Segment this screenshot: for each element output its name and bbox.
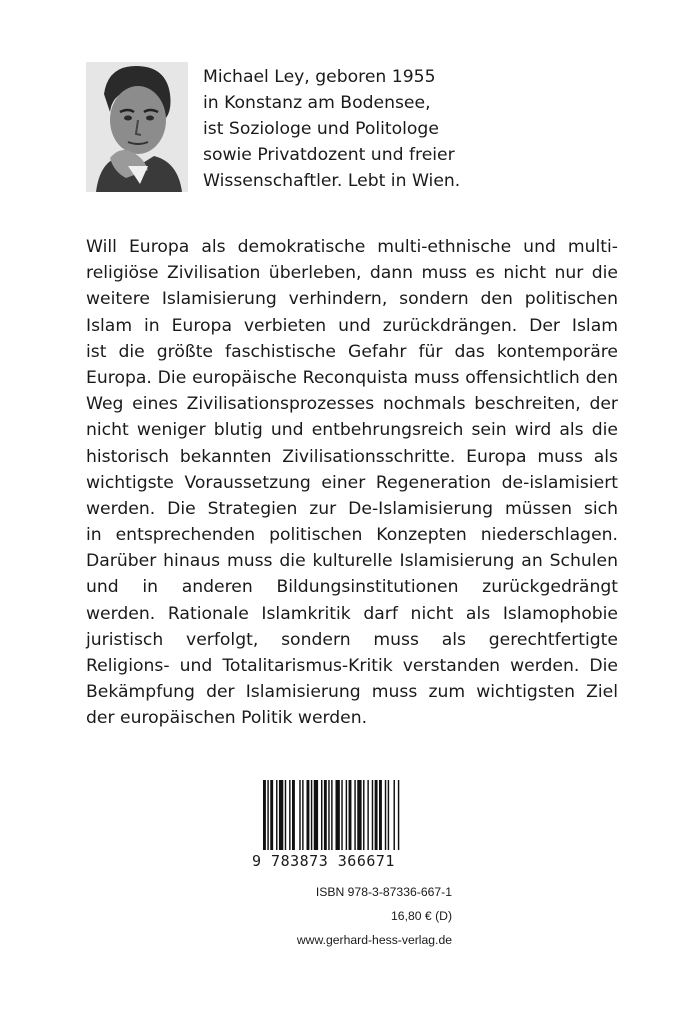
publisher-website: www.gerhard-hess-verlag.de — [296, 933, 452, 947]
blurb-line: und in anderen Bildungsinstitutionen zurückgedrängt — [86, 577, 618, 598]
barcode-bar — [363, 780, 364, 850]
blurb-line: Will Europa als demokratische multi-ethnische und multi- — [86, 237, 618, 257]
barcode-bar — [328, 780, 329, 850]
barcode-bar — [379, 780, 382, 850]
blurb-line: historisch bekannten Zivilisationsschritte. Europa muss als — [86, 446, 618, 467]
author-bio — [203, 64, 503, 194]
blurb-line: der europäischen Politik werden. — [86, 708, 368, 729]
author-photo — [86, 62, 188, 192]
barcode-bar — [307, 780, 310, 850]
blurb-line: ist die größte faschistische Gefahr für das kontemporäre — [86, 341, 618, 362]
barcode-bar — [292, 780, 295, 850]
barcode-bar — [349, 780, 352, 850]
barcode-bar — [375, 780, 378, 850]
blurb-line: juristisch verfolgt, sondern muss als gerechtfertigte — [86, 629, 618, 650]
barcode-bar — [394, 780, 395, 850]
barcode-bar — [331, 780, 332, 850]
blurb-line: Religions- und Totalitarismus-Kritik verstanden werden. Die — [86, 656, 618, 676]
barcode-bar — [289, 780, 290, 850]
author-bio-line: ist Soziologe und Politologe — [203, 119, 439, 139]
isbn-block — [200, 880, 452, 952]
barcode-bar — [324, 780, 327, 850]
blurb-line: wichtigste Voraussetzung einer Regeneration de-islamisiert — [86, 472, 618, 493]
author-bio-line: sowie Privatdozent und freier — [203, 145, 455, 165]
barcode-bar — [267, 780, 268, 850]
barcode-bar — [299, 780, 300, 850]
author-bio-line: Wissenschaftler. Lebt in Wien. — [203, 171, 461, 191]
barcode-bar — [285, 780, 286, 850]
barcode-bar — [279, 780, 283, 850]
barcode-bar — [341, 780, 342, 850]
blurb-line: Europa. Die europäische Reconquista muss offensichtlich den — [86, 367, 618, 388]
blurb-line: werden. Rationale Islamkritik darf nicht als Islamophobie — [86, 603, 618, 624]
author-bio-line: in Konstanz am Bodensee, — [203, 93, 431, 113]
barcode-bar — [372, 780, 373, 850]
blurb-line: Islam in Europa verbieten und zurückdrängen. Der Islam — [86, 315, 618, 336]
blurb-line: nicht weniger blutig und entbehrungsreich sein wird als die — [86, 420, 618, 441]
barcode-bar — [354, 780, 355, 850]
barcode-bar — [398, 780, 399, 850]
barcode-bar — [385, 780, 386, 850]
blurb-line: werden. Die Strategien zur De-Islamisierung müssen sich — [86, 498, 618, 519]
barcode-bar — [321, 780, 322, 850]
blurb-line: Bekämpfung der Islamisierung muss zum wichtigsten Ziel — [86, 682, 618, 703]
blurb-line: in entsprechenden politischen Konzepten niederschlagen. — [86, 525, 618, 546]
barcode-bar — [336, 780, 340, 850]
barcode-bar — [311, 780, 312, 850]
author-portrait-image — [86, 62, 188, 192]
price: 16,80 € (D) — [391, 909, 452, 923]
blurb-line: weitere Islamisierung verhindern, sondern den politischen — [86, 289, 618, 310]
book-blurb — [86, 234, 618, 732]
barcode-bar — [367, 780, 368, 850]
barcode-bar — [357, 780, 361, 850]
barcode-bar — [270, 780, 273, 850]
blurb-line: Darüber hinaus muss die kulturelle Islamisierung an Schulen — [86, 551, 618, 572]
barcode-bar — [276, 780, 277, 850]
barcode — [262, 780, 447, 850]
isbn-number: ISBN 978-3-87336-667-1 — [315, 885, 452, 899]
blurb-line: Weg eines Zivilisationsprozesses nochmals beschreiten, der — [86, 394, 618, 415]
barcode-bar — [263, 780, 266, 850]
blurb-line: religiöse Zivilisation überleben, dann muss es nicht nur die — [86, 263, 618, 284]
author-bio-line: Michael Ley, geboren 1955 — [203, 67, 436, 87]
barcode-digits: 9 783873 366671 — [252, 852, 395, 870]
barcode-bar — [302, 780, 303, 850]
barcode-bar — [314, 780, 318, 850]
barcode-bar — [388, 780, 389, 850]
barcode-bar — [346, 780, 347, 850]
